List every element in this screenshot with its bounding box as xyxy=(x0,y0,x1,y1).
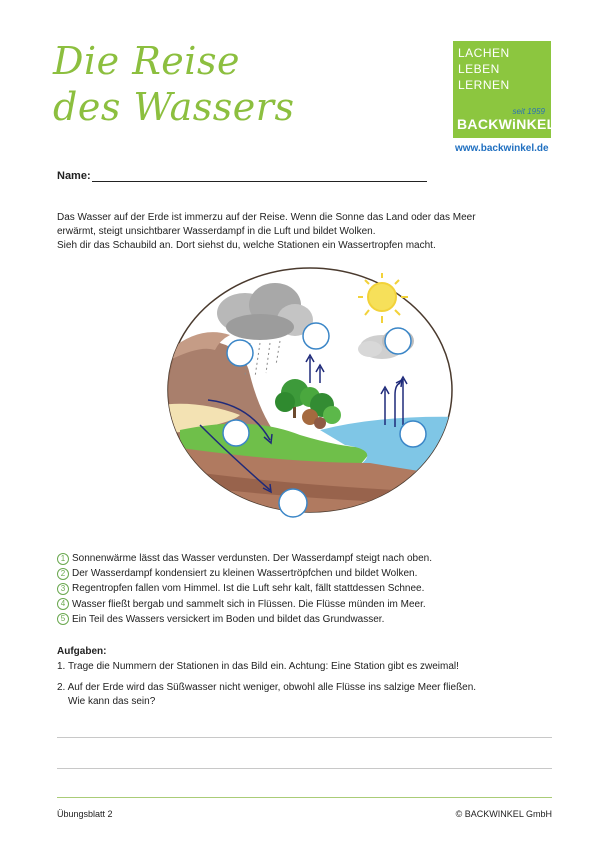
copyright: © BACKWINKEL GmbH xyxy=(455,809,552,819)
station-circle[interactable] xyxy=(385,328,411,354)
list-item xyxy=(57,612,537,627)
station-circle[interactable] xyxy=(227,340,253,366)
task-list xyxy=(57,660,537,709)
number-badge: 5 xyxy=(57,613,69,625)
number-badge: 4 xyxy=(57,598,69,610)
number-badge: 3 xyxy=(57,583,69,595)
sheet-label: Übungsblatt 2 xyxy=(57,809,113,819)
task-2-line-2: Wie kann das sein? xyxy=(68,696,156,707)
task-1: 1. Trage die Nummern der Stationen in das Bild ein. Achtung: Eine Station gibt es zweimal! xyxy=(57,661,459,672)
page-title xyxy=(53,38,294,130)
name-label: Name: xyxy=(57,170,91,182)
logo-since: seit 1959 xyxy=(512,107,545,116)
logo-brand: BACKWiNKEL xyxy=(457,116,556,132)
station-list xyxy=(57,551,537,627)
water-cycle-illustration xyxy=(160,265,460,525)
step-text: Wasser fließt bergab und sammelt sich in Flüssen. Die Flüsse münden im Meer. xyxy=(72,598,426,610)
station-circle[interactable] xyxy=(279,489,307,517)
task-2 xyxy=(57,681,537,709)
list-item xyxy=(57,566,537,581)
list-item xyxy=(57,551,537,566)
title-line-2: des Wassers xyxy=(53,85,295,129)
task-2-line-1: 2. Auf der Erde wird das Süßwasser nicht weniger, obwohl alle Flüsse ins salzige Meer fließen. xyxy=(57,682,477,693)
logo-line-2: LEBEN xyxy=(458,62,500,76)
footer-divider xyxy=(57,797,552,798)
brand-logo xyxy=(453,41,556,138)
step-text: Ein Teil des Wassers versickert im Boden und bildet das Grundwasser. xyxy=(72,613,385,625)
list-item xyxy=(57,581,537,596)
station-circle[interactable] xyxy=(400,421,426,447)
number-badge: 2 xyxy=(57,568,69,580)
title-line-1: Die Reise xyxy=(53,39,240,83)
website-link[interactable]: www.backwinkel.de xyxy=(455,143,549,154)
tasks-heading: Aufgaben: xyxy=(57,646,107,657)
answer-line[interactable] xyxy=(57,737,552,738)
station-circle[interactable] xyxy=(223,420,249,446)
logo-line-1: LACHEN xyxy=(458,46,510,60)
intro-line-3: Sieh dir das Schaubild an. Dort siehst du, welche Stationen ein Wassertropfen macht. xyxy=(57,240,436,251)
intro-line-1: Das Wasser auf der Erde ist immerzu auf der Reise. Wenn die Sonne das Land oder das Meer xyxy=(57,212,476,223)
name-field[interactable] xyxy=(92,181,427,182)
logo-line-3: LERNEN xyxy=(458,78,510,92)
intro-line-2: erwärmt, steigt unsichtbarer Wasserdampf in die Luft und bildet Wolken. xyxy=(57,226,376,237)
answer-line[interactable] xyxy=(57,768,552,769)
list-item xyxy=(57,597,537,612)
step-text: Sonnenwärme lässt das Wasser verdunsten. Der Wasserdampf steigt nach oben. xyxy=(72,553,432,564)
number-badge: 1 xyxy=(57,553,69,565)
step-text: Der Wasserdampf kondensiert zu kleinen Wassertröpfchen und bildet Wolken. xyxy=(72,568,418,580)
intro-text xyxy=(57,211,527,253)
step-text: Regentropfen fallen vom Himmel. Ist die Luft sehr kalt, fällt stattdessen Schnee. xyxy=(72,583,425,595)
station-circle[interactable] xyxy=(303,323,329,349)
